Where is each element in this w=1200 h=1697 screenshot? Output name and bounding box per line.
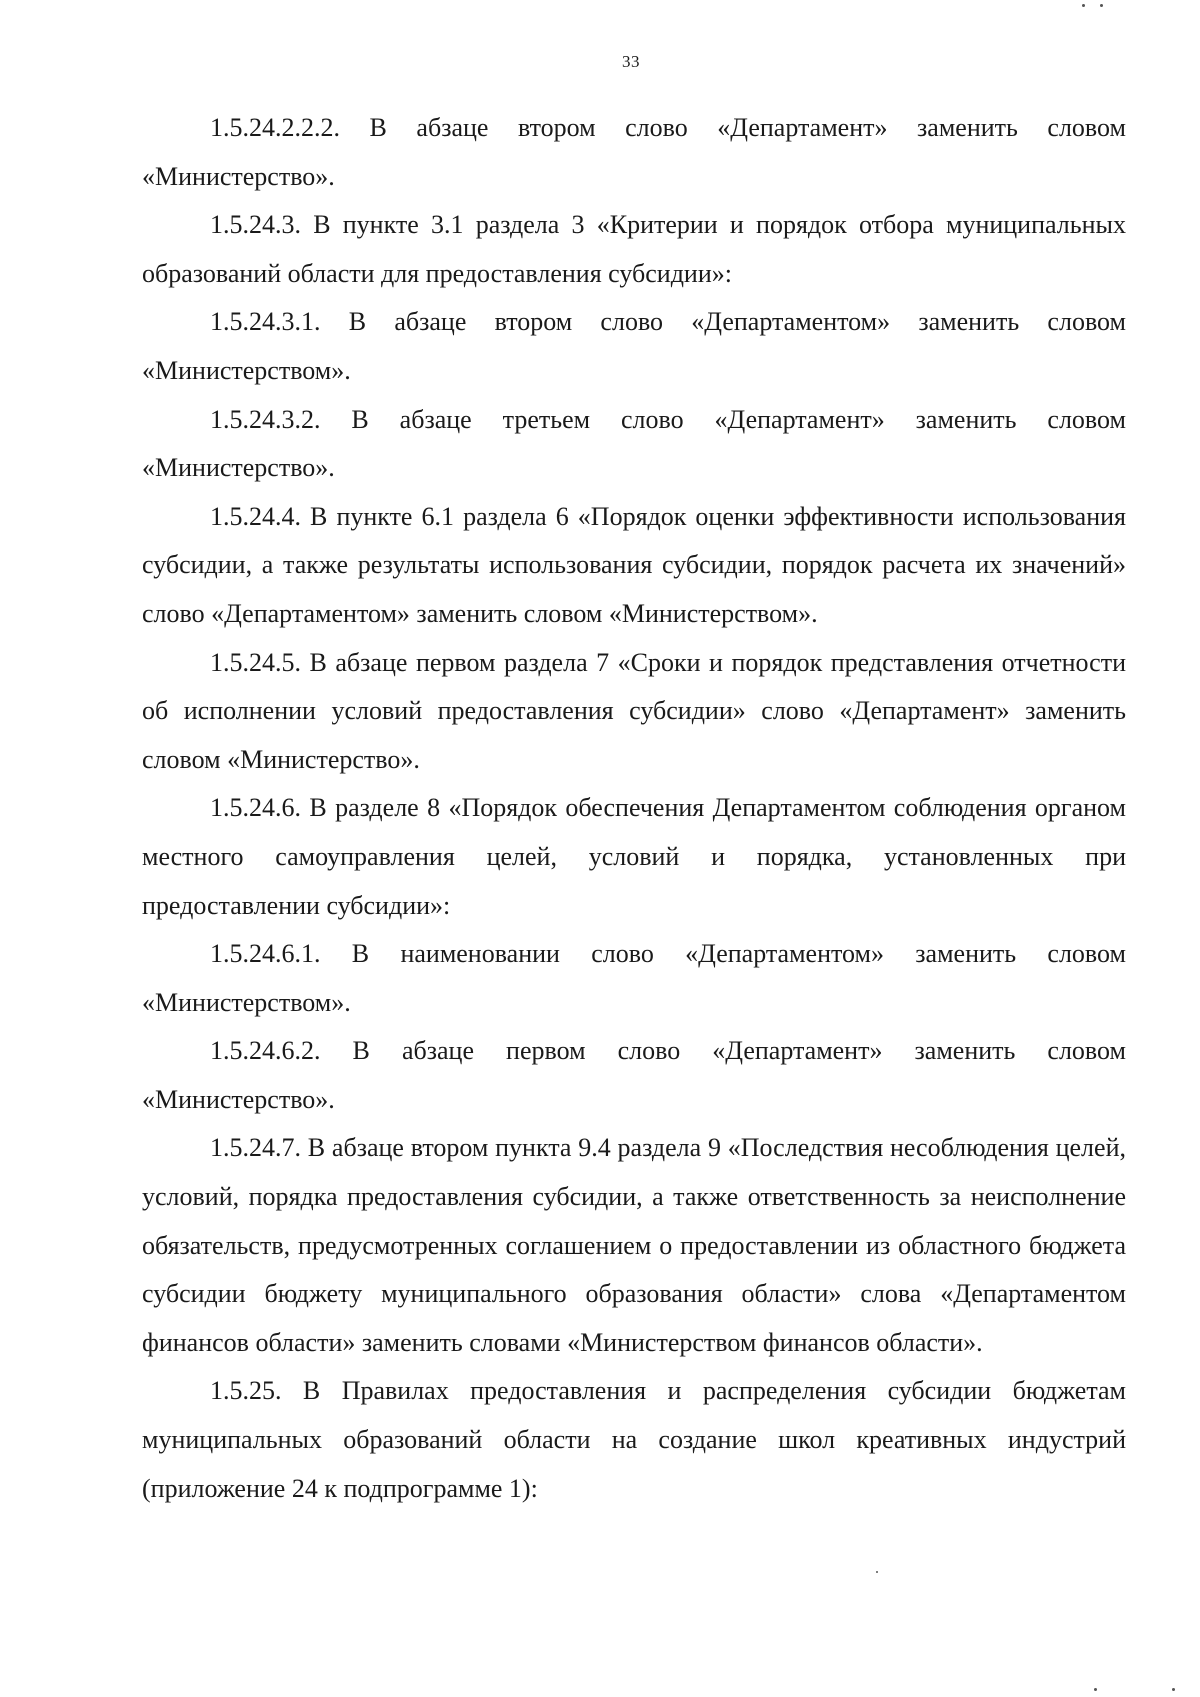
paragraph: 1.5.24.6.2. В абзаце первом слово «Департамент» заменить словом «Министерство». — [142, 1036, 1126, 1114]
paragraph: 1.5.24.3.2. В абзаце третьем слово «Департамент» заменить словом «Министерство». — [142, 404, 1126, 483]
scan-speck — [1172, 1688, 1175, 1691]
page-number: 33 — [622, 52, 640, 71]
paragraph: 1.5.24.3.1. В абзаце втором слово «Департаментом» заменить словом «Министерством». — [142, 307, 1126, 385]
scan-speck — [1100, 4, 1103, 7]
scan-speck — [1082, 4, 1085, 7]
document-body — [142, 104, 1126, 1513]
paragraph: 1.5.24.5. В абзаце первом раздела 7 «Сроки и порядок представления отчетности об исполнении условий предоставления субсидии» слово «Департамент» заменить словом «Министерство». — [142, 647, 1126, 774]
paragraph: 1.5.24.4. В пункте 6.1 раздела 6 «Порядок оценки эффективности использования субсидии, а также результаты использования субсидии, порядок расчета их значений» слово «Департаментом» заменить словом «Министерством». — [142, 501, 1126, 628]
scan-speck — [1094, 1688, 1097, 1691]
paragraph: 1.5.24.6.1. В наименовании слово «Департаментом» заменить словом «Министерством». — [142, 939, 1126, 1017]
paragraph: 1.5.24.2.2.2. В абзаце втором слово «Департамент» заменить словом «Министерство». — [142, 113, 1126, 191]
paragraph: 1.5.24.6. В разделе 8 «Порядок обеспечения Департаментом соблюдения органом местного самоуправления целей, условий и порядка, установленных при предоставлении субсидии»: — [142, 793, 1126, 920]
paragraph: 1.5.25. В Правилах предоставления и распределения субсидии бюджетам муниципальных образований области на создание школ креативных индустрий (приложение 24 к подпрограмме 1): — [142, 1376, 1126, 1503]
paragraph: 1.5.24.7. В абзаце втором пункта 9.4 раздела 9 «Последствия несоблюдения целей, условий, порядка предоставления субсидии, а также ответственность за неисполнение обязательств, предусмотренных соглашением о предоставлении из областного бюджета субсидии бюджету муниципального образования области» слова «Департаментом финансов области» заменить словами «Министерством финансов области». — [142, 1133, 1126, 1357]
paragraph: 1.5.24.3. В пункте 3.1 раздела 3 «Критерии и порядок отбора муниципальных образований области для предоставления субсидии»: — [142, 210, 1126, 288]
scan-speck — [876, 1571, 878, 1573]
